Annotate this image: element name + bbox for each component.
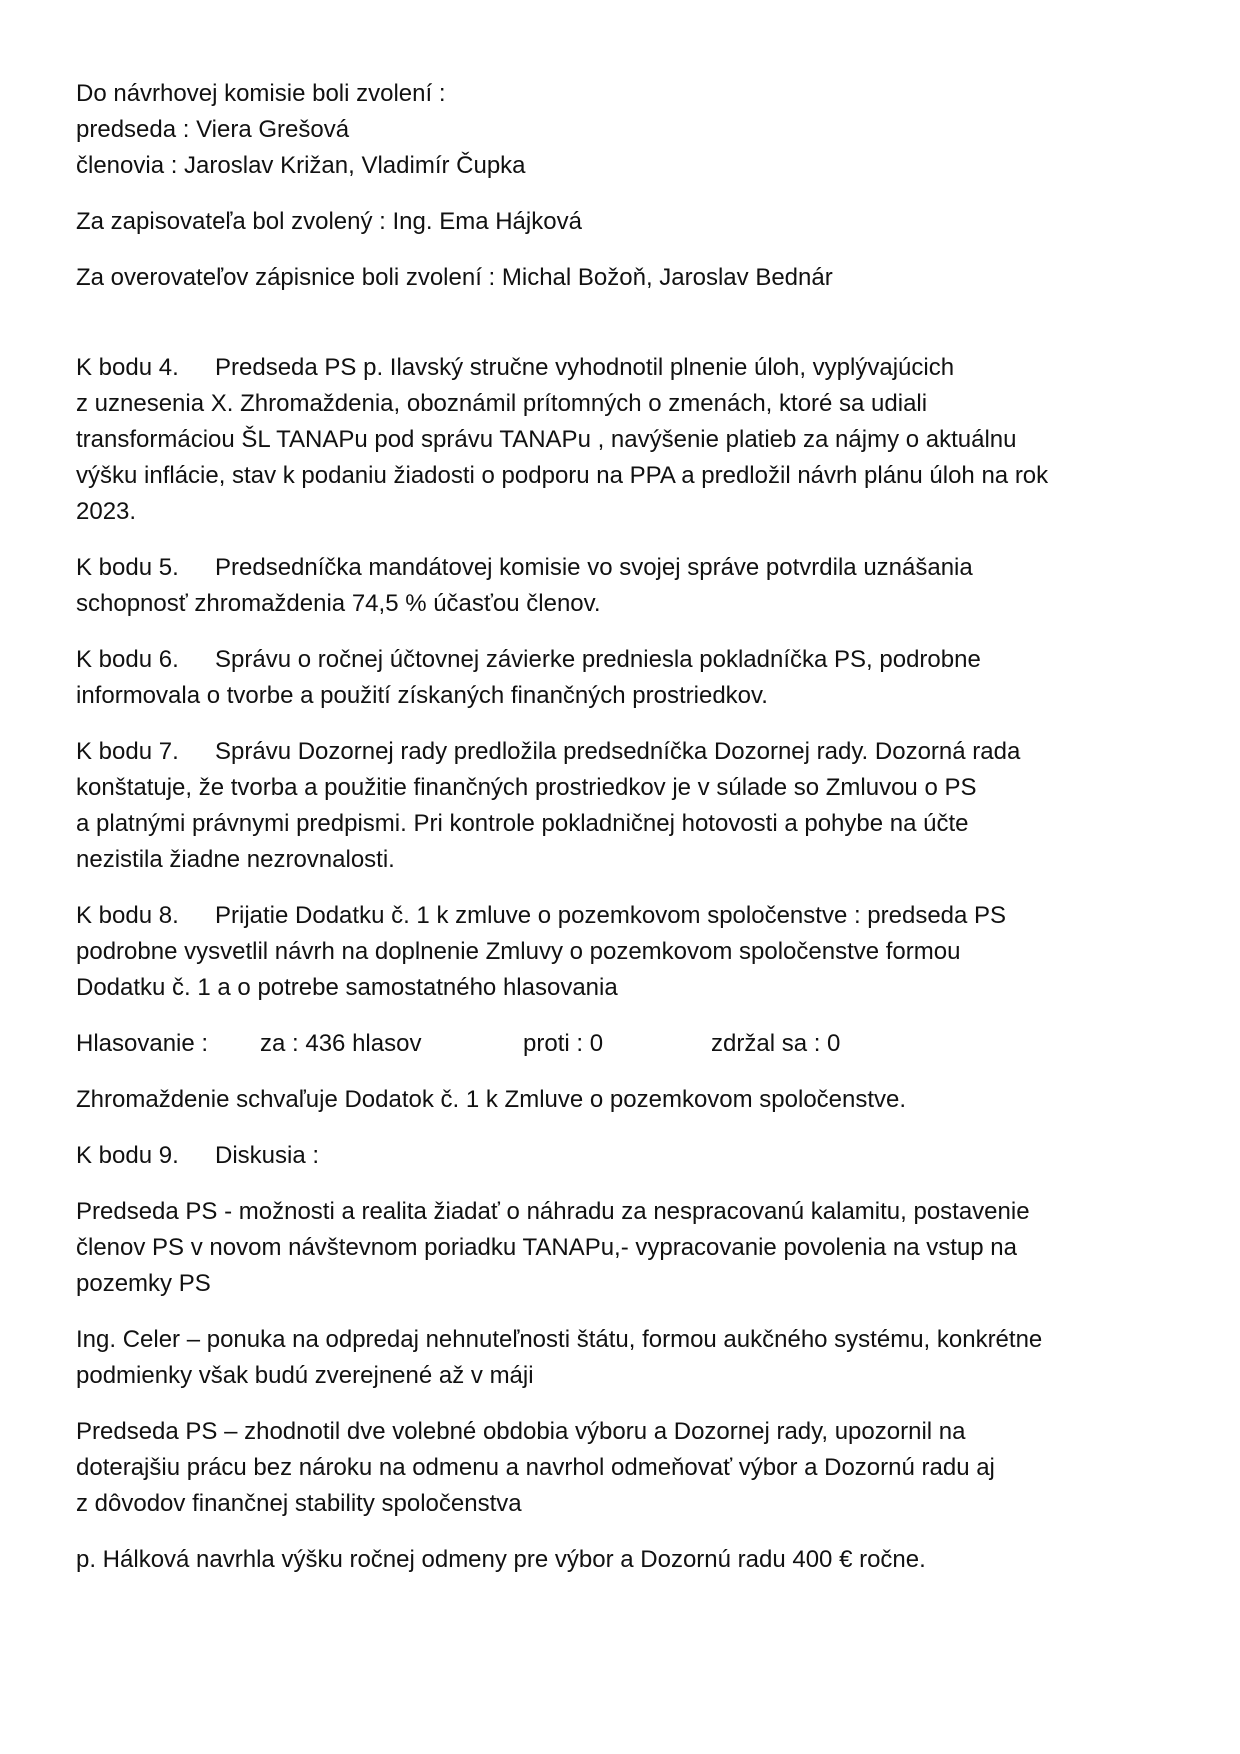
- item-text-line: transformáciou ŠL TANAPu pod správu TANAPu , navýšenie platieb za nájmy o aktuálnu: [76, 426, 1017, 453]
- item-text-line: Správu Dozornej rady predložila predsedníčka Dozornej rady. Dozorná rada: [215, 738, 1021, 765]
- discussion-text-line: pozemky PS: [76, 1270, 211, 1297]
- approval-statement: Zhromaždenie schvaľuje Dodatok č. 1 k Zmluve o pozemkovom spoločenstve.: [76, 1086, 907, 1113]
- item-text-line: z uznesenia X. Zhromaždenia, oboznámil prítomných o zmenách, ktoré sa udiali: [76, 390, 928, 417]
- discussion-text-line: Predseda PS - možnosti a realita žiadať o náhradu za nespracovanú kalamitu, postavenie: [76, 1198, 1030, 1225]
- commission-chair: predseda : Viera Grešová: [76, 116, 350, 143]
- discussion-point: [76, 1542, 1176, 1578]
- item-text-line: Predseda PS p. Ilavský stručne vyhodnotil plnenie úloh, vyplývajúcich: [215, 354, 955, 381]
- discussion-text-line: podmienky však budú zverejnené až v máji: [76, 1362, 534, 1389]
- item-text-line: schopnosť zhromaždenia 74,5 % účasťou členov.: [76, 590, 601, 617]
- discussion-point: [76, 1414, 1176, 1522]
- commission-intro: Do návrhovej komisie boli zvolení :: [76, 80, 446, 107]
- item-lead: K bodu 7.: [76, 738, 179, 765]
- discussion-text-line: členov PS v novom návštevnom poriadku TANAPu,- vypracovanie povolenia na vstup na: [76, 1234, 1017, 1261]
- item-text-line: podrobne vysvetlil návrh na doplnenie Zmluvy o pozemkovom spoločenstve formou: [76, 938, 961, 965]
- verifiers-line: Za overovateľov zápisnice boli zvolení : Michal Božoň, Jaroslav Bednár: [76, 264, 833, 291]
- commission-members: členovia : Jaroslav Križan, Vladimír Čupka: [76, 152, 526, 179]
- item-text-line: konštatuje, že tvorba a použitie finančných prostriedkov je v súlade so Zmluvou o PS: [76, 774, 977, 801]
- document-page: [76, 76, 1176, 1578]
- vote-for: za : 436 hlasov: [260, 1030, 422, 1057]
- vote-abstain: zdržal sa : 0: [711, 1030, 841, 1057]
- item-lead: K bodu 6.: [76, 646, 179, 673]
- vote-result: [76, 1026, 1176, 1062]
- item-lead: K bodu 9.: [76, 1142, 179, 1169]
- agenda-item-8: [76, 898, 1176, 1006]
- discussion-heading: Diskusia :: [215, 1142, 320, 1169]
- agenda-item-4: [76, 350, 1176, 530]
- agenda-item-9: [76, 1138, 1176, 1174]
- discussion-point: [76, 1322, 1176, 1394]
- discussion-text-line: Ing. Celer – ponuka na odpredaj nehnuteľnosti štátu, formou aukčného systému, konkrétne: [76, 1326, 1043, 1353]
- item-text-line: výšku inflácie, stav k podaniu žiadosti o podporu na PPA a predložil návrh plánu úloh na rok: [76, 462, 1049, 489]
- discussion-text-line: z dôvodov finančnej stability spoločenstva: [76, 1490, 522, 1517]
- item-text-line: informovala o tvorbe a použití získaných finančných prostriedkov.: [76, 682, 768, 709]
- item-lead: K bodu 4.: [76, 354, 179, 381]
- item-text-line: 2023.: [76, 498, 137, 525]
- item-text-line: Správu o ročnej účtovnej závierke predniesla pokladníčka PS, podrobne: [215, 646, 981, 673]
- agenda-item-6: [76, 642, 1176, 714]
- item-text-line: nezistila žiadne nezrovnalosti.: [76, 846, 395, 873]
- item-lead: K bodu 8.: [76, 902, 179, 929]
- item-text-line: Prijatie Dodatku č. 1 k zmluve o pozemkovom spoločenstve : predseda PS: [215, 902, 1007, 929]
- vote-label: Hlasovanie :: [76, 1030, 209, 1057]
- item-text-line: Predsedníčka mandátovej komisie vo svojej správe potvrdila uznášania: [215, 554, 973, 581]
- agenda-item-7: [76, 734, 1176, 878]
- discussion-point: [76, 1194, 1176, 1302]
- item-text-line: Dodatku č. 1 a o potrebe samostatného hlasovania: [76, 974, 618, 1001]
- discussion-text-line: Predseda PS – zhodnotil dve volebné obdobia výboru a Dozornej rady, upozornil na: [76, 1418, 966, 1445]
- discussion-text-line: doterajšiu prácu bez nároku na odmenu a navrhol odmeňovať výbor a Dozornú radu aj: [76, 1454, 995, 1481]
- item-lead: K bodu 5.: [76, 554, 179, 581]
- item-text-line: a platnými právnymi predpismi. Pri kontrole pokladničnej hotovosti a pohybe na účte: [76, 810, 969, 837]
- discussion-text-line: p. Hálková navrhla výšku ročnej odmeny pre výbor a Dozornú radu 400 € ročne.: [76, 1546, 926, 1573]
- recorder-line: Za zapisovateľa bol zvolený : Ing. Ema Hájková: [76, 208, 582, 235]
- agenda-item-5: [76, 550, 1176, 622]
- vote-against: proti : 0: [523, 1030, 604, 1057]
